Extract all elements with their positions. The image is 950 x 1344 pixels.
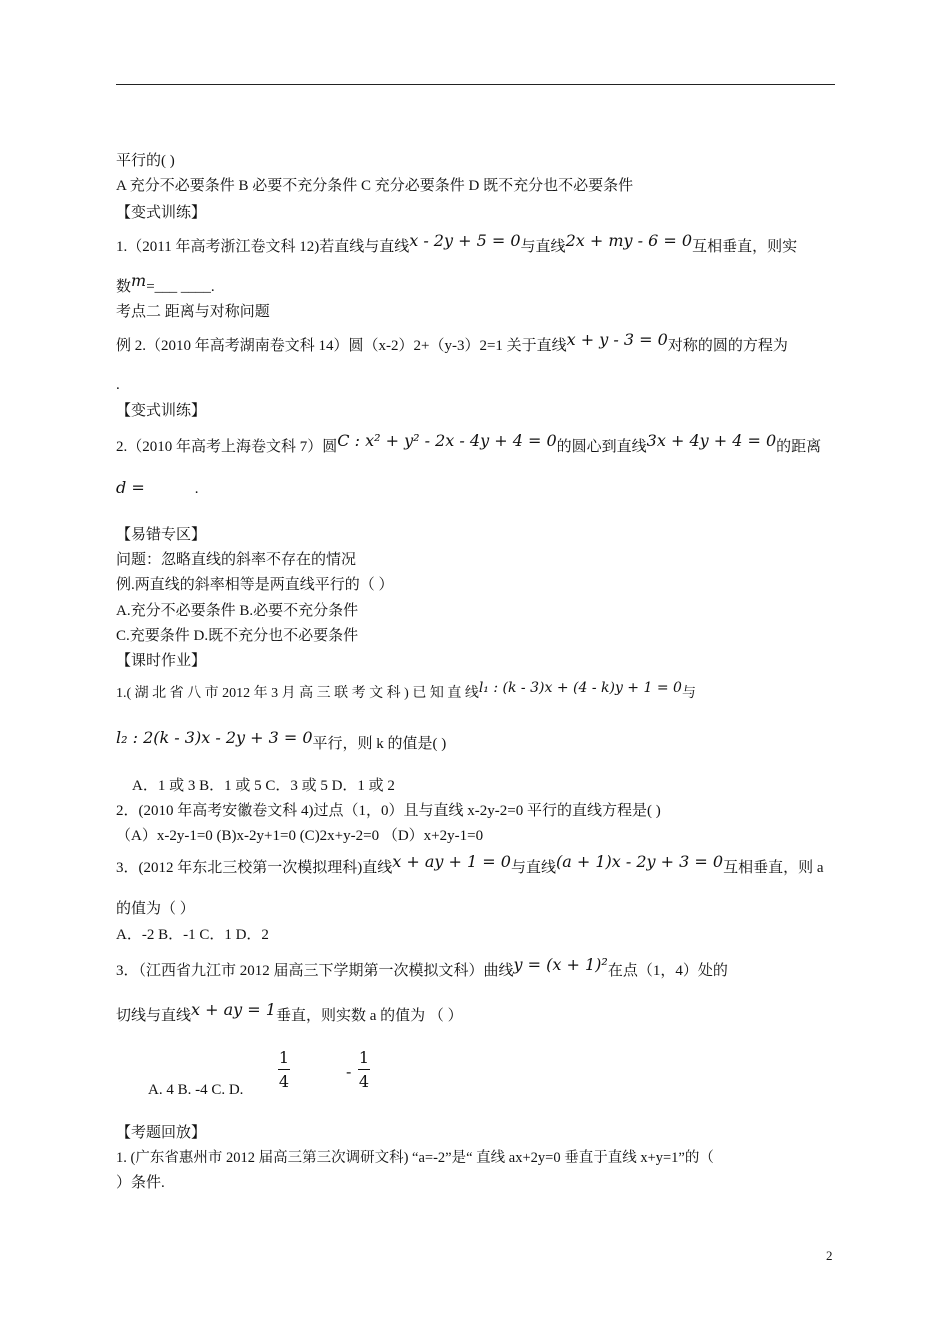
section-heading: 【变式训练】 <box>116 205 207 221</box>
minus-sign: - <box>346 1062 352 1081</box>
problem-line: 例 2.（2010 年高考湖南卷文科 14）圆（x-2）2+（y-3）2=1 关于直线x + y - 3 = 0对称的圆的方程为 <box>116 330 788 354</box>
math-expression: l₁ : (k - 3)x + (4 - k)y + 1 = 0 <box>478 680 682 696</box>
section-heading: 【考题回放】 <box>116 1125 207 1141</box>
problem-line: 3．（江西省九江市 2012 届高三下学期第一次模拟文科）曲线y = (x + 1)²在点（1，4）处的 <box>116 955 728 979</box>
options-line: A. 4 B. -4 C. D. <box>148 1082 244 1098</box>
text-line: 的值为（ ） <box>116 901 195 917</box>
problem-line: d = . <box>116 478 199 497</box>
math-expression: x + ay = 1 <box>191 1000 276 1019</box>
problem-line: 1.( 湖 北 省 八 市 2012 年 3 月 高 三 联 考 文 科 ) 已 知 直 线l₁ : (k - 3)x + (4 - k)y + 1 = 0与 <box>116 680 696 701</box>
problem-line: 1. (广东省惠州市 2012 届高三第三次调研文科) “a=-2”是“ 直线 ax+2y=0 垂直于直线 x+y=1”的（ <box>116 1150 714 1166</box>
text-line: . <box>116 377 120 393</box>
fraction-negative-one-quarter: 1 4 <box>358 1048 370 1091</box>
problem-line: l₂ : 2(k - 3)x - 2y + 3 = 0平行，则 k 的值是( ) <box>116 728 447 752</box>
section-heading: 考点二 距离与对称问题 <box>116 304 270 320</box>
section-heading: 【变式训练】 <box>116 403 207 419</box>
text-line: C.充要条件 D.既不充分也不必要条件 <box>116 628 359 644</box>
math-expression: d = <box>116 478 145 497</box>
math-expression: 3x + 4y + 4 = 0 <box>646 431 777 450</box>
header-rule <box>116 84 835 85</box>
section-heading: 【课时作业】 <box>116 653 207 669</box>
math-expression: 2x + my - 6 = 0 <box>565 231 693 250</box>
problem-line: 1.（2011 年高考浙江卷文科 12)若直线与直线x - 2y + 5 = 0与直线2x + my - 6 = 0互相垂直，则实 <box>116 231 798 255</box>
options-line: A．-2 B．-1 C．1 D．2 <box>116 927 269 943</box>
text-line: 例.两直线的斜率相等是两直线平行的（ ） <box>116 577 394 593</box>
math-expression: l₂ : 2(k - 3)x - 2y + 3 = 0 <box>116 728 313 747</box>
math-expression: (a + 1)x - 2y + 3 = 0 <box>555 852 724 871</box>
math-expression: C : x² + y² - 2x - 4y + 4 = 0 <box>337 431 557 450</box>
problem-line: 2.（2010 年高考上海卷文科 7）圆C : x² + y² - 2x - 4y + 4 = 0的圆心到直线3x + 4y + 4 = 0的距离 <box>116 431 822 455</box>
problem-line: 数m=___ ____. <box>116 271 215 295</box>
math-expression: x + ay + 1 = 0 <box>392 852 511 871</box>
options-line: A．1 或 3 B．1 或 5 C．3 或 5 D．1 或 2 <box>132 778 395 794</box>
text-line: A.充分不必要条件 B.必要不充分条件 <box>116 603 359 619</box>
problem-line: 切线与直线x + ay = 1垂直，则实数 a 的值为 （ ） <box>116 1000 463 1024</box>
math-expression: m <box>131 271 147 290</box>
math-expression: y = (x + 1)² <box>513 955 608 974</box>
text-line: A 充分不必要条件 B 必要不充分条件 C 充分必要条件 D 既不充分也不必要条件 <box>116 178 634 194</box>
section-heading: 【易错专区】 <box>116 527 207 543</box>
page-number: 2 <box>826 1248 833 1263</box>
problem-line: 2．(2010 年高考安徽卷文科 4)过点（1，0）且与直线 x-2y-2=0 平行的直线方程是( ) <box>116 803 661 819</box>
math-expression: x + y - 3 = 0 <box>566 330 668 349</box>
math-expression: x - 2y + 5 = 0 <box>409 231 521 250</box>
text-line: 平行的( ) <box>116 153 175 169</box>
text-line: ）条件. <box>116 1175 165 1191</box>
problem-line: 3．(2012 年东北三校第一次模拟理科)直线x + ay + 1 = 0与直线(a + 1)x - 2y + 3 = 0互相垂直，则 a <box>116 852 824 876</box>
text-line: 问题：忽略直线的斜率不存在的情况 <box>116 552 357 568</box>
options-line: （A）x-2y-1=0 (B)x-2y+1=0 (C)2x+y-2=0 （D）x+2y-1=0 <box>116 828 484 844</box>
fraction-one-quarter: 1 4 <box>278 1048 290 1091</box>
